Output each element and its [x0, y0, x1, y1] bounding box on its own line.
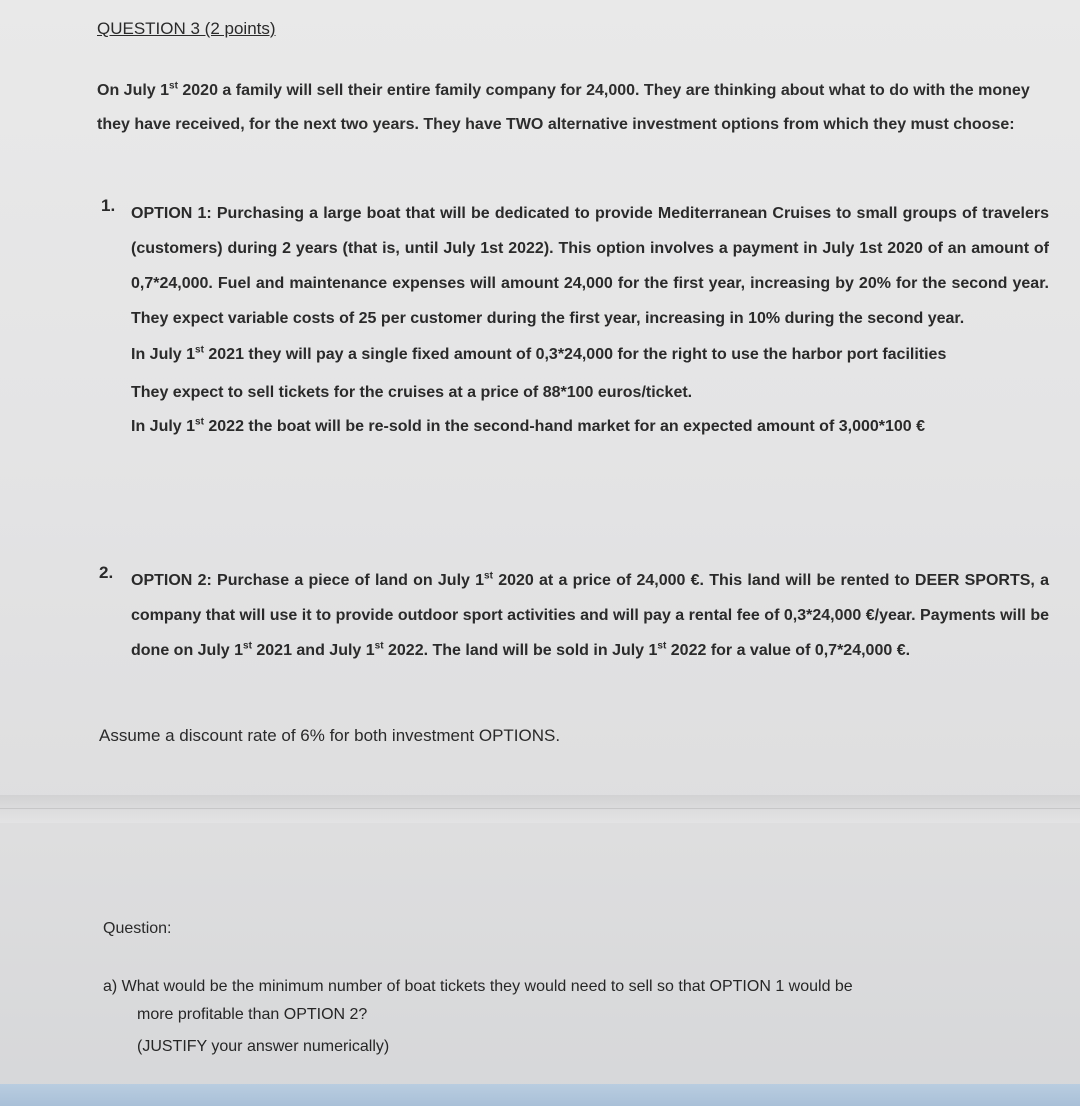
intro-text-b: 2020 a family will sell their entire family company for 24,000. They are thinking about what to do with the money they have received, for the next two years. They have TWO alternative investment options from which they must choose: [97, 82, 1030, 133]
answer-area-edge[interactable] [0, 1084, 1080, 1106]
option-1-ticket-price: They expect to sell tickets for the cruises at a price of 88*100 euros/ticket. [131, 384, 693, 401]
intro-paragraph [97, 74, 1057, 142]
question-label: Question: [103, 920, 172, 937]
option-1-resale-sup: st [195, 416, 204, 428]
question-title: QUESTION 3 (2 points) [97, 19, 276, 38]
option-2-sup-4: st [657, 640, 667, 652]
option-2-sup-3: st [374, 640, 384, 652]
option-1-number: 1. [101, 196, 116, 215]
option-2-text-c: 2021 and July 1 [251, 642, 375, 659]
intro-sup: st [169, 80, 178, 92]
option-2-text-e: 2022 for a value of 0,7*24,000 €. [666, 642, 911, 659]
option-2-sup-1: st [484, 570, 493, 582]
option-2-body [131, 563, 1049, 668]
option-1-resale-text-b: 2022 the boat will be re-sold in the second-hand market for an expected amount of 3,000*100 € [203, 418, 926, 435]
sub-question-a-line2: more profitable than OPTION 2? [137, 1006, 368, 1023]
option-2-text-d: 2022. The land will be sold in July 1 [383, 642, 658, 659]
intro-text-a: On July 1 [97, 82, 170, 99]
option-2-text-b: 2020 at a price of 24,000 €. This land will be rented to DEER SPORTS, a company that will use it to provide outdoor sport activities and will pay a rental fee of 0,3*24,000 €/year. Payments will be done on July 1 [131, 572, 1049, 659]
option-2-number: 2. [99, 563, 114, 582]
option-2-sup-2: st [243, 640, 252, 652]
option-1-resale-paragraph [131, 410, 1049, 444]
option-1-harbor-text-a: In July 1 [131, 346, 196, 363]
sub-question-a-line1: a) What would be the minimum number of boat tickets they would need to sell so that OPTION 1 would be [103, 978, 853, 995]
section-divider-line [0, 808, 1080, 809]
discount-assumption: Assume a discount rate of 6% for both investment OPTIONS. [99, 726, 561, 745]
section-divider [0, 795, 1080, 823]
option-2-text-a: OPTION 2: Purchase a piece of land on July 1 [131, 572, 485, 589]
sub-question-a [103, 973, 1003, 1061]
option-1-harbor-text-b: 2021 they will pay a single fixed amount of 0,3*24,000 for the right to use the harbor port facilities [203, 346, 947, 363]
option-1-harbor-sup: st [195, 344, 204, 356]
sub-question-a-justify: (JUSTIFY your answer numerically) [137, 1038, 390, 1055]
option-1-harbor-paragraph [131, 338, 1049, 372]
option-1-resale-text-a: In July 1 [131, 418, 196, 435]
option-1-paragraph: OPTION 1: Purchasing a large boat that will be dedicated to provide Mediterranean Cruises to small groups of travelers (customers) during 2 years (that is, until July 1st 2022). This option involves a payment in July 1st 2020 of an amount of 0,7*24,000. Fuel and maintenance expenses will amount 24,000 for the first year, increasing by 20% for the second year. They expect variable costs of 25 per customer during the first year, increasing in 10% during the second year. [131, 205, 1049, 327]
option-1-body [131, 196, 1049, 444]
